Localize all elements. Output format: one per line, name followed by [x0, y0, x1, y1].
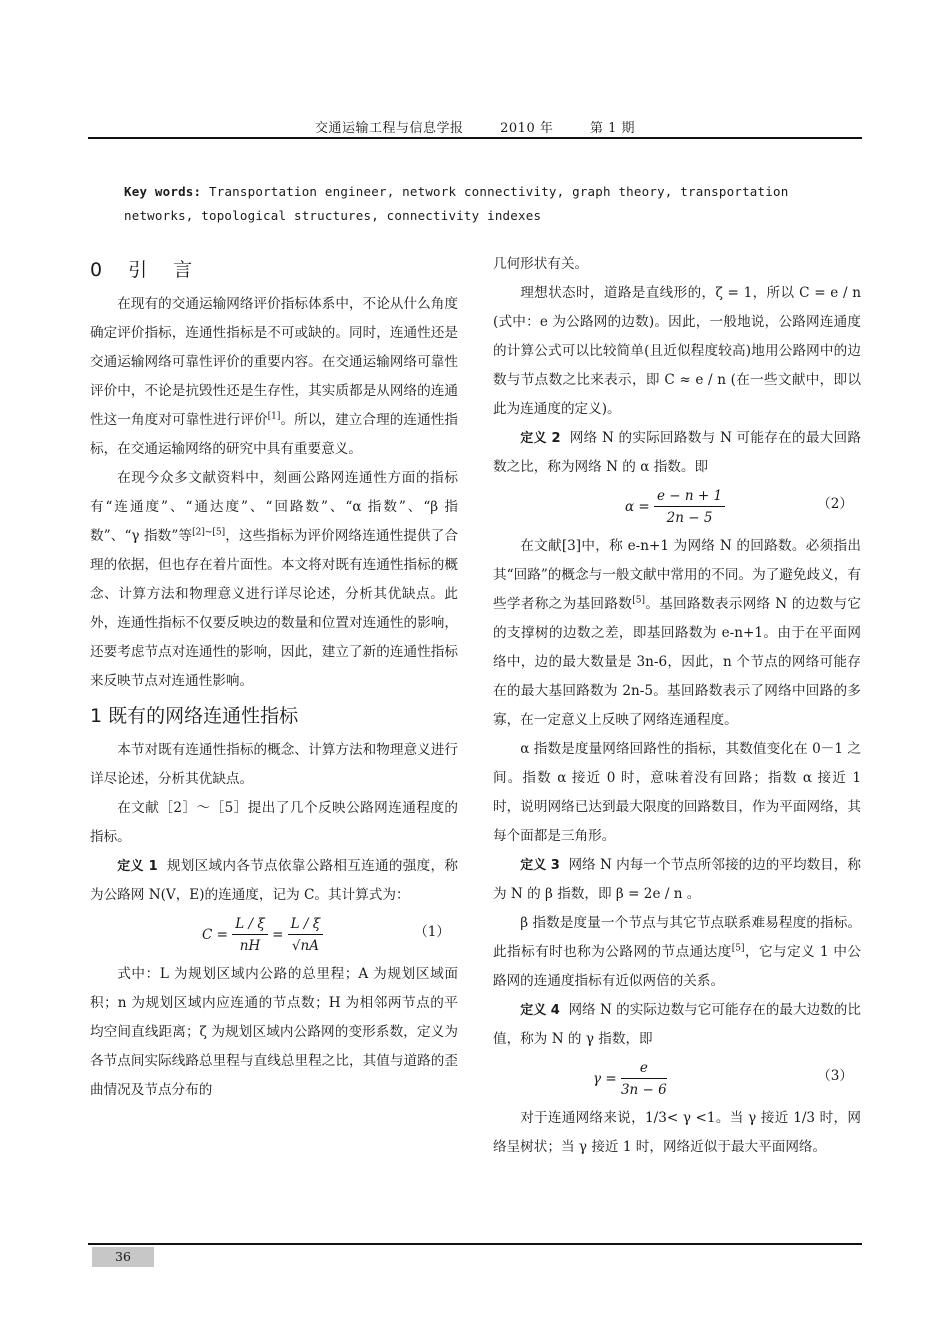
definition-3: 定义 3 网络 N 内每一个节点所邻接的边的平均数目，称为 N 的 β 指数，即 β = 2e / n 。	[493, 857, 861, 902]
section-0-heading: 0 引 言	[90, 259, 203, 281]
right-column	[493, 250, 861, 1162]
left-column	[90, 250, 458, 1105]
definition-1: 定义 1 规划区域内各节点依靠公路相互连通的强度，称为公路网 N(V，E)的连通度，记为 C。其计算式为：	[90, 858, 458, 903]
equation-number: （1）	[414, 924, 450, 940]
equation-2: α = $\frac{e - n + 1}{2n - 5}$ （2）	[625, 488, 853, 526]
keywords-label: Key words:	[124, 184, 202, 199]
keywords-text: Transportation engineer, network connectivity, graph theory, transportation networks, topological structures, connectivity indexes	[124, 184, 789, 223]
running-header	[0, 117, 950, 136]
section-1-heading: 1 既有的网络连通性指标	[90, 705, 299, 727]
definition-2: 定义 2 网络 N 的实际回路数与 N 可能存在的最大回路数之比，称为网络 N 的 α 指数。即	[493, 430, 861, 475]
paragraph: 式中：L 为规划区域内公路的总里程；A 为规划区域面积；n 为规划区域内应连通的节点数；H 为相邻两节点的平均空间直线距离；ζ 为规划区域内公路网的变形系数，定义为各节点间实际线路总里程与直线总里程之比，其值与道路的歪曲情况及节点分布的	[90, 966, 458, 1098]
equation-1: C = $\frac{L / \xi}{nH}$ = $\frac{L / \xi}{√nA}$ （1）	[202, 916, 450, 954]
paragraph: 在现有的交通运输网络评价指标体系中，不论从什么角度确定评价指标，连通性指标是不可或缺的。同时，连通性还是交通运输网络可靠性评价的重要内容。在交通运输网络可靠性评价中，不论是抗毁性还是生存性，其实质都是从网络的连通性这一角度对可靠性进行评价[1]。所以，建立合理的连通性指标，在交通运输网络的研究中具有重要意义。	[90, 296, 458, 457]
journal-issue: 第 1 期	[589, 121, 636, 136]
paragraph: α 指数是度量网络回路性的指标，其数值变化在 0－1 之间。指数 α 接近 0 时，意味着没有回路；指数 α 接近 1 时，说明网络已达到最大限度的回路数目，作为平面网络，其每个面都是三角形。	[493, 741, 861, 844]
citation: [2]~[5]	[192, 527, 226, 538]
definition-label: 定义 2	[520, 431, 561, 446]
page-number: 36	[92, 1247, 154, 1267]
paragraph: β 指数是度量一个节点与其它节点联系难易程度的指标。此指标有时也称为公路网的节点通达度[5]，它与定义 1 中公路网的连通度指标有近似两倍的关系。	[493, 915, 861, 989]
equation-number: （3）	[817, 1068, 853, 1084]
definition-label: 定义 4	[520, 1003, 560, 1018]
footer-rule	[88, 1243, 862, 1245]
definition-4: 定义 4 网络 N 的实际边数与它可能存在的最大边数的比值，称为 N 的 γ 指数，即	[493, 1002, 861, 1047]
paragraph: 对于连通网络来说，1/3< γ <1。当 γ 接近 1/3 时，网络呈树状；当 γ 接近 1 时，网络近似于最大平面网络。	[493, 1110, 861, 1155]
paragraph: 在现今众多文献资料中，刻画公路网连通性方面的指标有“连通度”、“通达度”、“回路数”、“α 指数”、“β 指数”、“γ 指数”等[2]~[5]，这些指标为评价网络连通性提供了合理的依据，但也存在着片面性。本文将对既有连通性指标的概念、计算方法和物理意义进行详尽论述，分析其优缺点。此外，连通性指标不仅要反映边的数量和位置对连通性的影响，还要考虑节点对连通性的影响，因此，建立了新的连通性指标来反映节点对连通性影响。	[90, 470, 458, 689]
journal-name: 交通运输工程与信息学报	[314, 121, 464, 136]
header-rule	[88, 137, 862, 139]
paragraph: 本节对既有连通性指标的概念、计算方法和物理意义进行详尽论述，分析其优缺点。	[90, 742, 458, 787]
definition-label: 定义 1	[117, 859, 158, 874]
paragraph: 在文献[3]中，称 e-n+1 为网络 N 的回路数。必须指出其“回路”的概念与一般文献中常用的不同。为了避免歧义，有些学者称之为基回路数[5]。基回路数表示网络 N 的边数与它的支撑树的边数之差，即基回路数为 e-n+1。由于在平面网络中，边的最大数量是 3n-6，因此，n 个节点的网络可能存在的最大基回路数为 2n-5。基回路数表示了网络中回路的多寡，在一定意义上反映了网络连通程度。	[493, 538, 862, 728]
citation: [5]	[731, 943, 745, 954]
citation: [5]	[632, 595, 645, 606]
equation-number: （2）	[817, 496, 853, 512]
citation: [1]	[267, 411, 281, 422]
paragraph: 几何形状有关。	[493, 256, 589, 272]
paragraph: 理想状态时，道路是直线形的，ζ = 1，所以 C = e / n (式中：e 为公路网的边数)。因此，一般地说，公路网连通度的计算公式可以比较简单(且近似程度较高)地用公路网中的边数与节点数之比来表示，即 C ≈ e / n (在一些文献中，即以此为连通度的定义)。	[493, 285, 861, 417]
paragraph: 在文献［2］～［5］提出了几个反映公路网连通程度的指标。	[90, 800, 458, 845]
definition-label: 定义 3	[520, 858, 560, 873]
keywords-block	[124, 180, 834, 228]
journal-year: 2010 年	[500, 121, 554, 136]
equation-3: γ = $\frac{e}{3n - 6}$ （3）	[593, 1060, 853, 1098]
